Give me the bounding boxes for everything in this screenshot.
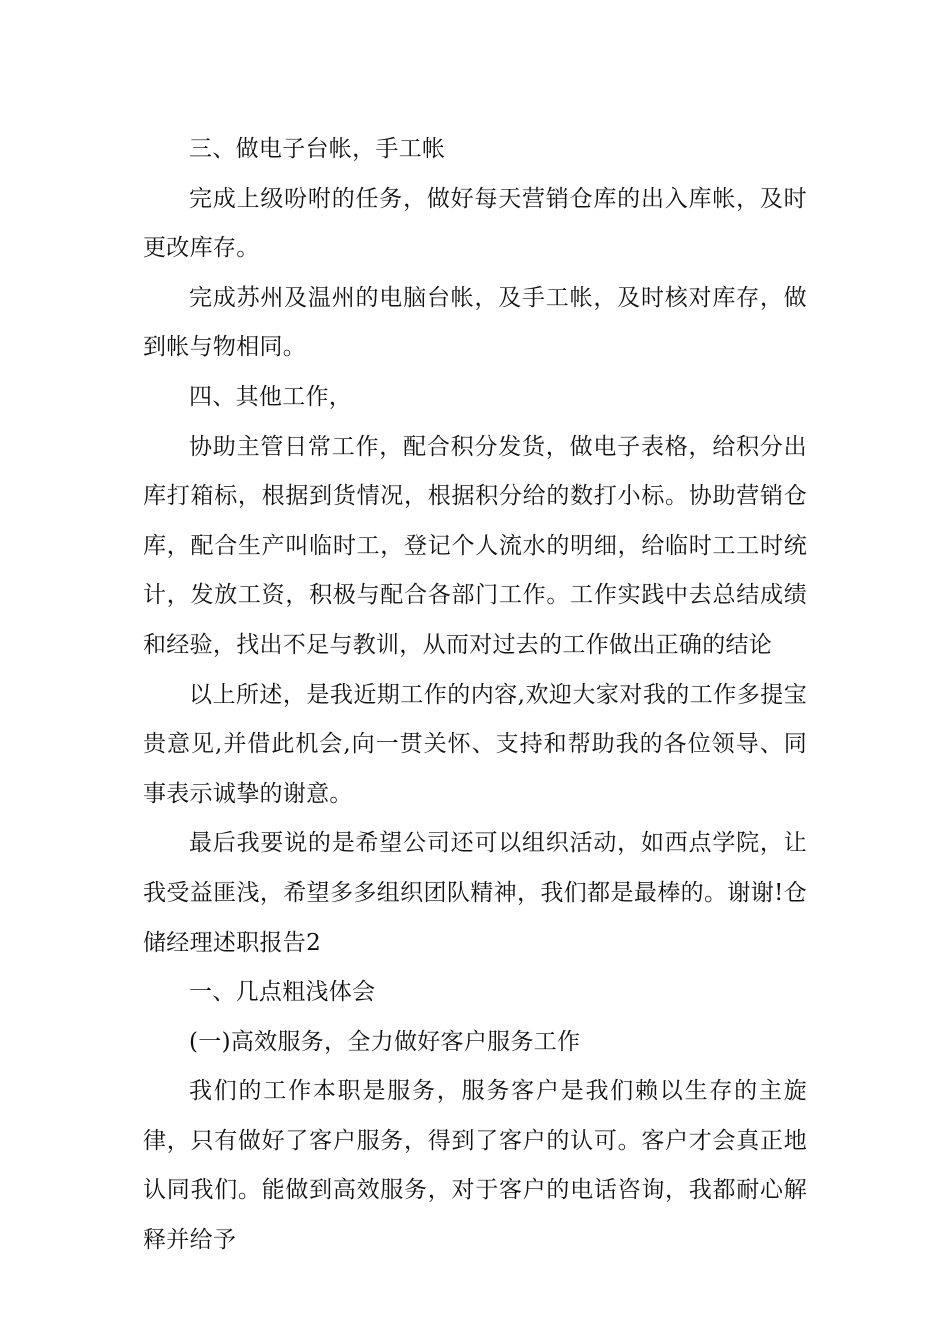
paragraph: 完成苏州及温州的电脑台帐，及手工帐，及时核对库存，做到帐与物相同。 <box>143 284 807 361</box>
heading-electronic-ledger: 三、做电子台帐，手工帐 <box>189 136 446 162</box>
subheading-efficient-service: (一)高效服务，全力做好客户服务工作 <box>189 1028 581 1055</box>
document-body <box>143 125 807 1266</box>
paragraph: 最后我要说的是希望公司还可以组织活动，如西点学院，让我受益匪浅，希望多多组织团队精神，我们都是最棒的。谢谢!仓储经理述职报告2 <box>143 830 807 956</box>
paragraph: 协助主管日常工作，配合积分发货，做电子表格，给积分出库打箱标，根据到货情况，根据积分给的数打小标。协助营销仓库，配合生产叫临时工，登记个人流水的明细，给临时工工时统计，发放工资，积极与配合各部门工作。工作实践中去总结成绩和经验，找出不足与教训，从而对过去的工作做出正确的结论 <box>143 433 807 658</box>
heading-impressions: 一、几点粗浅体会 <box>189 979 376 1006</box>
paragraph: 完成上级吩咐的任务，做好每天营销仓库的出入库帐，及时更改库存。 <box>143 185 807 262</box>
paragraph: 我们的工作本职是服务，服务客户是我们赖以生存的主旋律，只有做好了客户服务，得到了客户的认可。客户才会真正地认同我们。能做到高效服务，对于客户的电话咨询，我都耐心解释并给予 <box>143 1078 807 1254</box>
paragraph: 以上所述，是我近期工作的内容,欢迎大家对我的工作多提宝贵意见,并借此机会,向一贯关怀、支持和帮助我的各位领导、同事表示诚挚的谢意。 <box>143 681 807 807</box>
heading-other-work: 四、其他工作， <box>189 383 353 410</box>
